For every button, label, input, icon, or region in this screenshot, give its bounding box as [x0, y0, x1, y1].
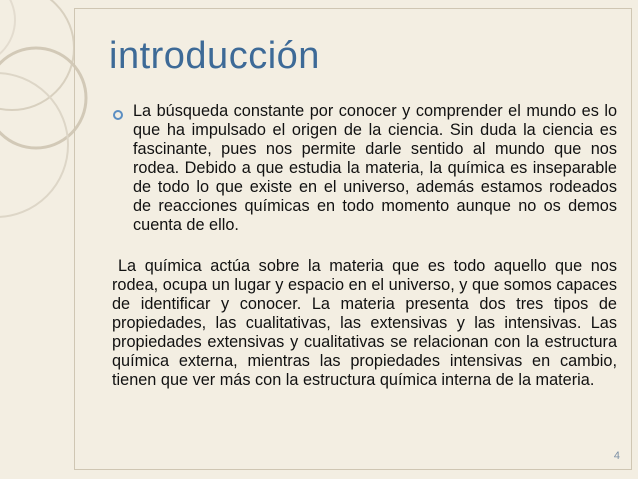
body-paragraph: La química actúa sobre la materia que es todo aquello que nos rodea, ocupa un lugar y espacio en el universo, y que somos capaces de identificar y conocer. La materia presenta dos tres tipos de propiedades, las cualitativas, las extensivas y las intensivas. Las propiedades extensivas y cualitativas se relacionan con la estructura química externa, mientras las propiedades intensivas en cambio, tienen que ver más con la estructura química interna de la materia. [112, 257, 617, 389]
bullet-paragraph: La búsqueda constante por conocer y comprender el mundo es lo que ha impulsado el origen de la ciencia. Sin duda la ciencia es fascinante, pues nos permite darle sentido al mundo que nos rodea. Debido a que estudia la materia, la química es inseparable de todo lo que existe en el universo, además estamos rodeados de reacciones químicas en todo momento aunque no os demos cuenta de ello. [133, 102, 617, 234]
bullet-icon [112, 109, 124, 121]
slide-title: introducción [109, 35, 320, 77]
page-number: 4 [613, 450, 620, 462]
